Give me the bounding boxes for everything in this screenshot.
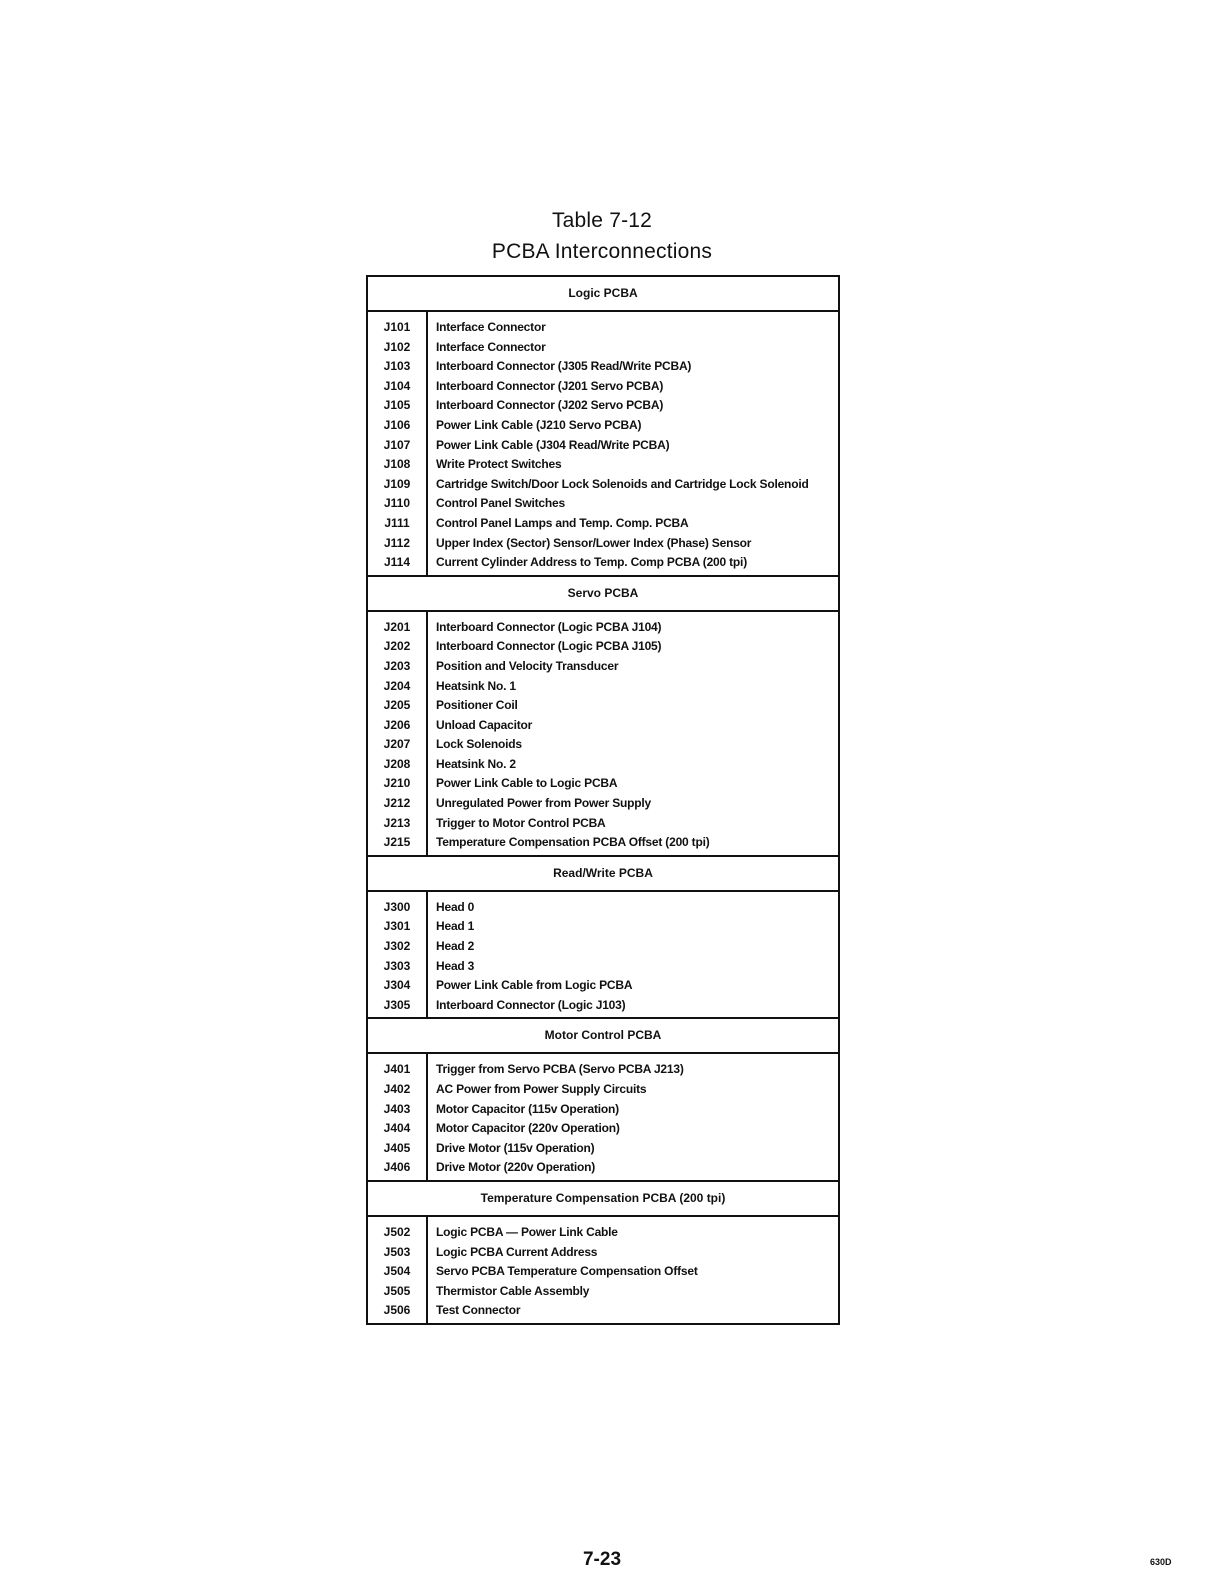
section-body-read-write-pcba	[368, 892, 838, 1020]
connector-id: J106	[383, 417, 411, 432]
connector-id: J405	[383, 1140, 411, 1155]
table-row	[368, 755, 838, 775]
table-row	[368, 814, 838, 834]
table-row	[368, 1060, 838, 1080]
connector-description: Servo PCBA Temperature Compensation Offset	[436, 1264, 698, 1279]
connector-id: J107	[383, 437, 411, 452]
table-row	[368, 338, 838, 358]
table-row	[368, 898, 838, 918]
connector-id: J401	[383, 1062, 411, 1077]
table-row	[368, 318, 838, 338]
table-row	[368, 618, 838, 638]
connector-description: Positioner Coil	[436, 698, 518, 713]
table-row	[368, 1158, 838, 1178]
connector-id: J403	[383, 1101, 411, 1116]
connector-id: J108	[383, 457, 411, 472]
table-row	[368, 1139, 838, 1159]
section-body-logic-pcba	[368, 312, 838, 577]
connector-id: J104	[383, 378, 411, 393]
connector-id: J206	[383, 717, 411, 732]
connector-id: J302	[383, 939, 411, 954]
connector-id: J111	[384, 515, 410, 530]
table-row	[368, 716, 838, 736]
connector-id: J305	[383, 997, 411, 1012]
connector-id: J300	[383, 899, 411, 914]
connector-id: J503	[383, 1244, 411, 1259]
connector-description: Interboard Connector (J201 Servo PCBA)	[436, 378, 664, 393]
table-row	[368, 735, 838, 755]
connector-id: J303	[383, 958, 411, 973]
connector-id: J304	[383, 978, 411, 993]
connector-description: Current Cylinder Address to Temp. Comp PCBA (200 tpi)	[436, 555, 747, 570]
connector-description: Interface Connector	[436, 320, 546, 334]
connector-id: J301	[383, 919, 411, 934]
connector-id: J102	[383, 339, 411, 354]
connector-id: J103	[383, 359, 411, 374]
connector-description: Motor Capacitor (220v Operation)	[436, 1121, 620, 1136]
table-row	[368, 553, 838, 573]
table-row	[368, 455, 838, 475]
connector-description: Interboard Connector (Logic PCBA J104)	[436, 619, 662, 634]
connector-id: J201	[383, 619, 411, 634]
section-header-temperature-compensation-pcba: Temperature Compensation PCBA (200 tpi)	[368, 1182, 838, 1217]
document-code: 630D	[1150, 1557, 1172, 1567]
section-header-motor-control-pcba: Motor Control PCBA	[368, 1019, 838, 1054]
table-row	[368, 657, 838, 677]
connector-description: Logic PCBA — Power Link Cable	[436, 1224, 618, 1239]
table-title: PCBA Interconnections	[491, 240, 713, 263]
connector-description: Interboard Connector (J202 Servo PCBA)	[436, 398, 664, 413]
table-row	[368, 416, 838, 436]
connector-id: J504	[383, 1264, 411, 1279]
table-row	[368, 937, 838, 957]
connector-description: Write Protect Switches	[436, 457, 562, 472]
section-body-servo-pcba	[368, 612, 838, 857]
connector-id: J109	[383, 476, 411, 491]
connector-description: Head 0	[436, 899, 475, 914]
connector-id: J502	[383, 1224, 411, 1239]
connector-description: Test Connector	[436, 1303, 521, 1318]
connector-description: Drive Motor (220v Operation)	[436, 1160, 596, 1175]
table-row	[368, 774, 838, 794]
interconnections-table	[366, 275, 840, 1325]
table-row	[368, 637, 838, 657]
connector-id: J215	[383, 835, 411, 850]
table-row	[368, 494, 838, 514]
section-header-servo-pcba: Servo PCBA	[368, 577, 838, 612]
table-row	[368, 357, 838, 377]
table-number: Table 7-12	[551, 209, 653, 232]
connector-description: Heatsink No. 2	[436, 756, 516, 771]
table-row	[368, 436, 838, 456]
table-row	[368, 1243, 838, 1263]
connector-description: Motor Capacitor (115v Operation)	[436, 1101, 619, 1116]
table-row	[368, 917, 838, 937]
connector-id: J402	[383, 1082, 411, 1096]
connector-description: Drive Motor (115v Operation)	[436, 1140, 595, 1155]
connector-id: J212	[383, 796, 411, 811]
table-row	[368, 976, 838, 996]
table-row	[368, 996, 838, 1016]
section-body-motor-control-pcba	[368, 1054, 838, 1182]
connector-id: J202	[383, 639, 411, 654]
connector-id: J112	[383, 535, 411, 550]
table-row	[368, 1119, 838, 1139]
connector-description: Position and Velocity Transducer	[436, 658, 619, 673]
connector-description: Cartridge Switch/Door Lock Solenoids and Cartridge Lock Solenoid	[436, 476, 809, 491]
table-row	[368, 1262, 838, 1282]
connector-description: Interboard Connector (Logic J103)	[436, 997, 626, 1012]
connector-id: J210	[383, 776, 411, 791]
connector-description: Trigger to Motor Control PCBA	[436, 815, 606, 830]
connector-description: Trigger from Servo PCBA (Servo PCBA J213)	[436, 1062, 684, 1077]
table-row	[368, 696, 838, 716]
connector-description: Interboard Connector (J305 Read/Write PCBA)	[436, 359, 692, 374]
table-row	[368, 1223, 838, 1243]
connector-description: Head 3	[436, 958, 475, 973]
table-row	[368, 1301, 838, 1321]
connector-id: J204	[383, 678, 411, 693]
table-row	[368, 475, 838, 495]
table-row	[368, 1100, 838, 1120]
table-row	[368, 833, 838, 853]
page-number: 7-23	[582, 1549, 622, 1570]
connector-id: J213	[383, 815, 411, 830]
connector-description: AC Power from Power Supply Circuits	[436, 1082, 647, 1096]
connector-id: J114	[383, 555, 411, 570]
connector-description: Head 1	[436, 919, 475, 934]
connector-description: Control Panel Lamps and Temp. Comp. PCBA	[436, 515, 689, 530]
table-row	[368, 677, 838, 697]
section-header-read-write-pcba: Read/Write PCBA	[368, 857, 838, 892]
connector-description: Interface Connector	[436, 339, 546, 354]
table-row	[368, 1080, 838, 1100]
table-row	[368, 794, 838, 814]
connector-id: J406	[383, 1160, 411, 1175]
connector-id: J205	[383, 698, 411, 713]
connector-id: J101	[383, 320, 411, 334]
connector-description: Power Link Cable to Logic PCBA	[436, 776, 618, 791]
connector-description: Control Panel Switches	[436, 496, 565, 511]
section-header-logic-pcba: Logic PCBA	[368, 277, 838, 312]
connector-id: J506	[383, 1303, 411, 1318]
connector-description: Power Link Cable from Logic PCBA	[436, 978, 633, 993]
connector-id: J207	[383, 737, 411, 752]
table-row	[368, 514, 838, 534]
connector-description: Power Link Cable (J304 Read/Write PCBA)	[436, 437, 670, 452]
connector-description: Upper Index (Sector) Sensor/Lower Index (Phase) Sensor	[436, 535, 752, 550]
section-body-temperature-compensation-pcba	[368, 1217, 838, 1323]
connector-id: J110	[383, 496, 411, 511]
connector-description: Head 2	[436, 939, 475, 954]
connector-id: J208	[383, 756, 411, 771]
connector-description: Unload Capacitor	[436, 717, 533, 732]
connector-description: Unregulated Power from Power Supply	[436, 796, 652, 811]
connector-description: Interboard Connector (Logic PCBA J105)	[436, 639, 662, 654]
connector-description: Thermistor Cable Assembly	[436, 1283, 590, 1298]
table-row	[368, 534, 838, 554]
table-row	[368, 1282, 838, 1302]
connector-id: J505	[383, 1283, 411, 1298]
connector-description: Power Link Cable (J210 Servo PCBA)	[436, 417, 642, 432]
table-row	[368, 396, 838, 416]
connector-id: J203	[383, 658, 411, 673]
connector-description: Logic PCBA Current Address	[436, 1244, 598, 1259]
connector-description: Lock Solenoids	[436, 737, 522, 752]
table-row	[368, 377, 838, 397]
connector-description: Temperature Compensation PCBA Offset (200 tpi)	[436, 835, 710, 850]
table-row	[368, 957, 838, 977]
connector-description: Heatsink No. 1	[436, 678, 516, 693]
connector-id: J105	[383, 398, 411, 413]
connector-id: J404	[383, 1121, 411, 1136]
